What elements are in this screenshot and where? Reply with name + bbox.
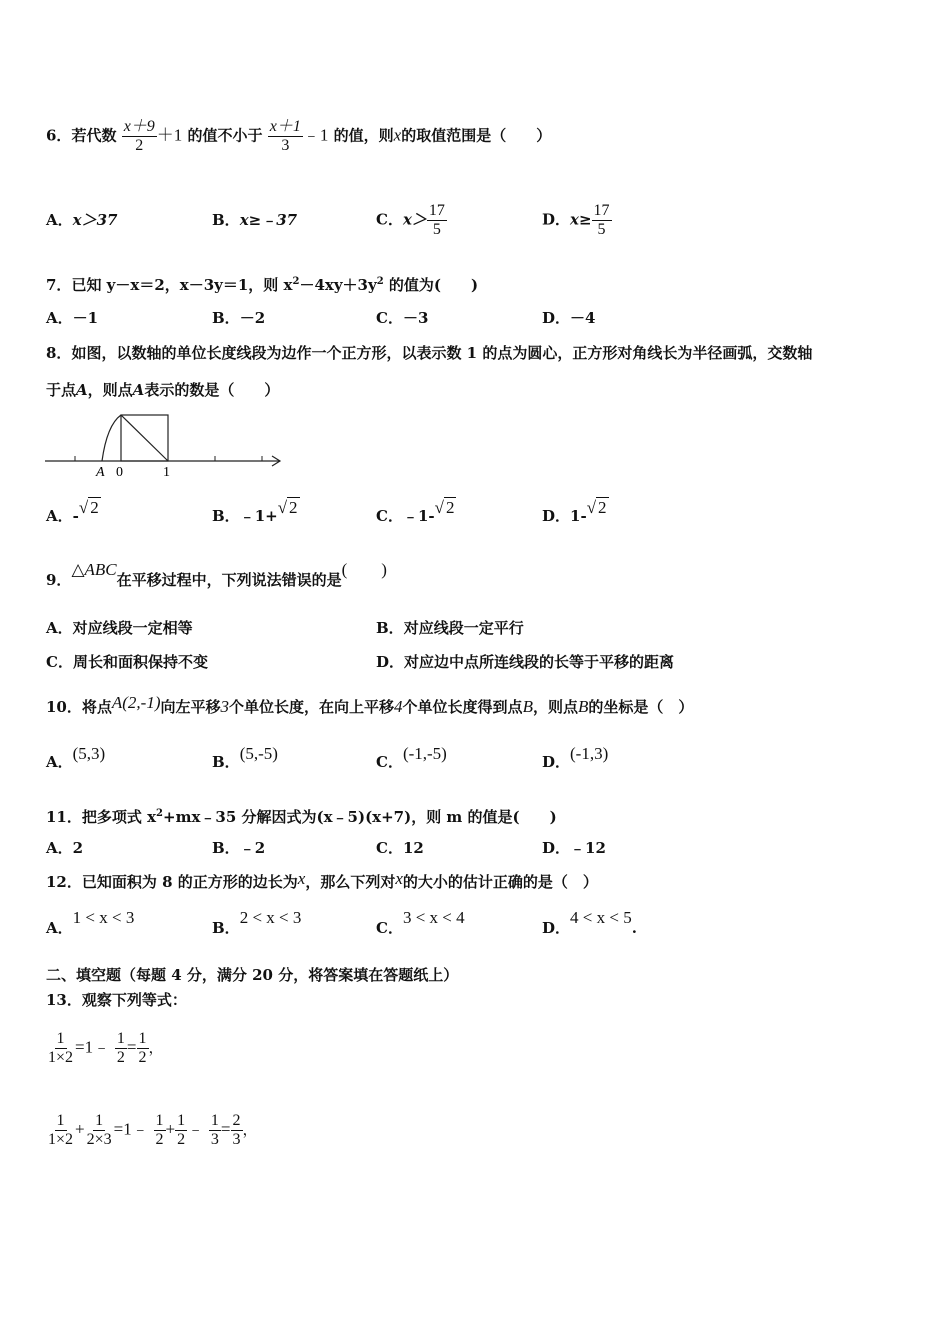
q10-option-b[interactable]: B．(5,-5) <box>212 744 278 771</box>
q12-option-d[interactable]: D．4 < x < 5. <box>542 908 637 937</box>
q8-option-b[interactable]: B．﹣1+√ 2 <box>212 498 298 525</box>
q7-option-c[interactable]: C．－3 <box>376 309 429 327</box>
q10-stem: 10．将点A(2,-1)向左平移3个单位长度，在向上平移4个单位长度得到点B，则点B的坐标是（ ） <box>46 693 694 716</box>
label-point-a: A <box>96 465 105 480</box>
radius-arc <box>102 415 121 461</box>
q6-fraction-2: $\frac{x+1}{3}$ <box>269 118 301 154</box>
q7-option-a[interactable]: A．－1 <box>46 309 99 327</box>
q6-option-c-fraction: $\frac{17}{5}$ <box>428 202 445 238</box>
point-a-coords: A(2,-1) <box>111 693 161 712</box>
q13-equation-2: $\frac{1}{1\times 2}$ + $\frac{1}{2\times 3}$ =1﹣ $\frac{1}{2}$ + $\frac{1}{2}$ ﹣ $\frac{1}{3}$ = $\frac{2}{3}$ ， <box>48 1112 258 1148</box>
q6-option-d[interactable]: D．x≥ $\frac{17}{5}$ <box>542 202 610 238</box>
square-diagonal <box>121 415 168 461</box>
q8-option-c[interactable]: C．﹣1-√ 2 <box>376 498 455 525</box>
q9-option-a[interactable]: A．对应线段一定相等 <box>46 619 193 637</box>
q11-stem: 11．把多项式 $x^2+mx﹣35$ 分解因式为(x﹣5)(x+7)，则 m 的值是( ) <box>46 808 557 826</box>
q6-option-b[interactable]: B．x≥﹣37 <box>212 211 298 229</box>
number-line-figure <box>44 412 289 482</box>
label-zero: 0 <box>116 465 123 480</box>
q11-option-b[interactable]: B．﹣2 <box>212 839 266 857</box>
q8-option-a[interactable]: A．-√ 2 <box>46 498 99 525</box>
q10-option-d[interactable]: D．(-1,3) <box>542 744 609 771</box>
q9-stem: 9．△ABC在平移过程中，下列说法错误的是( ) <box>46 560 387 589</box>
q6-option-d-fraction: $\frac{17}{5}$ <box>593 202 610 238</box>
q7-option-d[interactable]: D．－4 <box>542 309 596 327</box>
q12-stem: 12．已知面积为 8 的正方形的边长为x，那么下列对x的大小的估计正确的是（ ） <box>46 869 598 891</box>
q10-option-a[interactable]: A．(5,3) <box>46 744 106 771</box>
q12-option-c[interactable]: C．3 < x < 4 <box>376 908 465 937</box>
q6-option-a[interactable]: A．x＞37 <box>46 211 118 229</box>
q6-number: 6． <box>46 126 72 145</box>
q6-option-c[interactable]: C．x＞ $\frac{17}{5}$ <box>376 202 445 238</box>
q9-option-b[interactable]: B．对应线段一定平行 <box>376 619 524 637</box>
q7-stem: 7．已知 y－x＝2，x－3y＝1，则 $x^2-4xy+3y^2$ 的值为( ) <box>46 276 479 294</box>
q13-equation-1: $\frac{1}{1\times 2}$ =1﹣ $\frac{1}{2}$ = $\frac{1}{2}$ ， <box>48 1030 164 1066</box>
section-2-title: 二、填空题（每题 4 分，满分 20 分，将答案填在答题纸上） <box>46 966 459 984</box>
q7-option-b[interactable]: B．－2 <box>212 309 266 327</box>
q12-option-a[interactable]: A．1 < x < 3 <box>46 908 135 937</box>
q9-option-d[interactable]: D．对应边中点所连线段的长等于平移的距离 <box>376 653 675 671</box>
q8-option-d[interactable]: D．1-√ 2 <box>542 498 607 525</box>
q6-stem: 6．若代数 $\frac{x+9}{2}$ ＋1 的值不小于 $\frac{x+1}{3}$ ﹣1 的值，则x的取值范围是（ ） <box>46 118 552 154</box>
q11-option-a[interactable]: A．2 <box>46 839 84 857</box>
q9-option-c[interactable]: C．周长和面积保持不变 <box>46 653 208 671</box>
q12-option-b[interactable]: B．2 < x < 3 <box>212 908 302 937</box>
q8-stem-line1: 8．如图，以数轴的单位长度线段为边作一个正方形，以表示数 1 的点为圆心，正方形对角线长为半径画弧，交数轴 <box>46 344 813 362</box>
label-one: 1 <box>163 465 170 480</box>
q10-option-c[interactable]: C．(-1,-5) <box>376 744 447 771</box>
q8-stem-line2: 于点A，则点A表示的数是（ ） <box>46 381 280 399</box>
q11-option-d[interactable]: D．﹣12 <box>542 839 606 857</box>
q13-stem: 13．观察下列等式： <box>46 991 187 1009</box>
q11-option-c[interactable]: C．12 <box>376 839 424 857</box>
q6-fraction-1: $\frac{x+9}{2}$ <box>123 118 155 154</box>
